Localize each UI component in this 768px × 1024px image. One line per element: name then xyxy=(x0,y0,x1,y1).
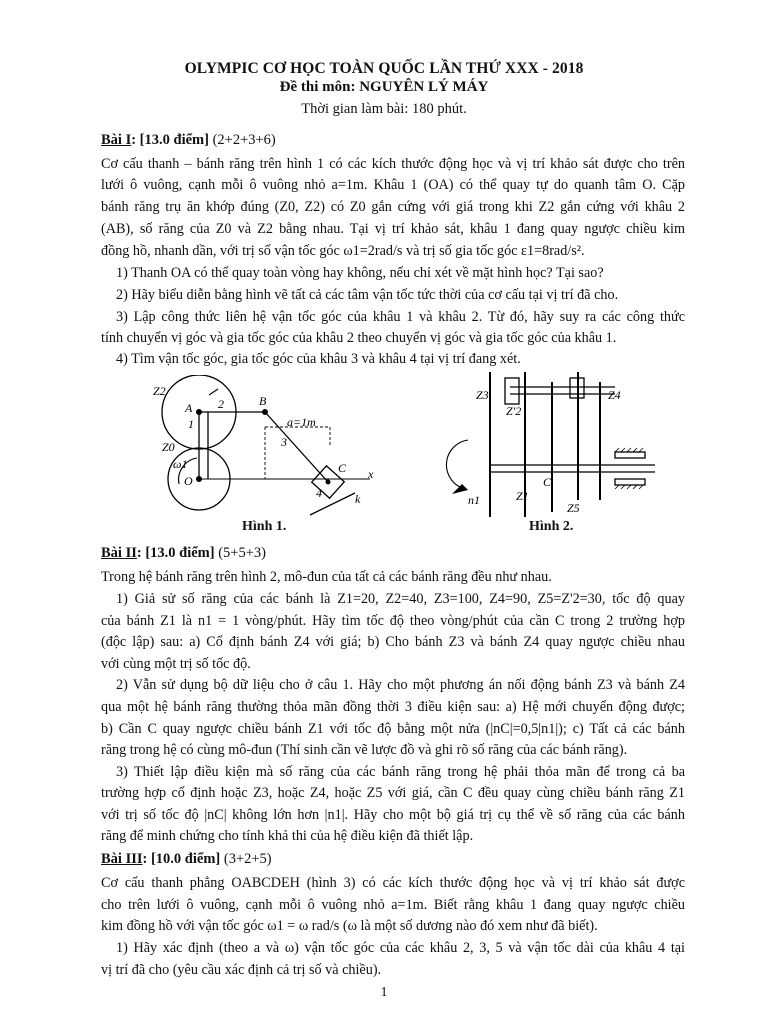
section-1-points: : [13.0 điểm] xyxy=(131,132,209,148)
section-3-points: : [10.0 điểm] xyxy=(142,851,221,867)
question-1-4: 4) Tìm vận tốc góc, gia tốc góc của khâu 3 và khâu 4 tại vị trí đang xét. xyxy=(116,351,521,367)
joint-o xyxy=(196,476,202,482)
label-3: 3 xyxy=(281,435,287,449)
exam-title: OLYMPIC CƠ HỌC TOÀN QUỐC LẦN THỨ XXX - 2018 xyxy=(184,60,584,77)
section-2-label: Bài II xyxy=(101,545,137,561)
label-4: 4 xyxy=(316,486,322,500)
section-3-line: kim đồng hồ với vận tốc góc ω1 = ω rad/s (ω là một số dương nào đó xem như đã biết). xyxy=(101,918,598,934)
label-z1: Z1 xyxy=(516,489,529,503)
section-1-line: đồng hồ, nhanh dần, với trị số vận tốc góc ω1=2rad/s và trị số gia tốc góc ε1=8rad/s². xyxy=(101,243,585,259)
label-x: x xyxy=(368,467,374,481)
question-1-3: 3) Lập công thức liên hệ vận tốc góc của khâu 1 và khâu 2. Từ đó, hãy suy ra các công thức xyxy=(116,309,685,325)
section-3-parts: (3+2+5) xyxy=(220,851,272,867)
section-3-line: Cơ cấu thanh phẳng OABCDEH (hình 3) có các kích thước động học và vị trí khảo sát được xyxy=(101,875,685,891)
label-1: 1 xyxy=(188,417,194,431)
section-2-line: của bánh Z1 là n1 = 1 vòng/phút. Hãy tìm tốc độ theo vòng/phút của cần C trong 2 trường hợp xyxy=(101,613,685,629)
label-b: B xyxy=(259,394,267,408)
joint-b xyxy=(262,409,268,415)
n1-arrowhead-icon xyxy=(452,484,468,494)
label-2: 2 xyxy=(218,397,224,411)
label-k: k xyxy=(355,492,361,506)
n1-arrow-icon xyxy=(446,440,468,487)
bearing-right-top xyxy=(615,452,645,458)
section-2-line: qua một hệ bánh răng thường thỏa mãn đồng thời 3 điều kiện sau: a) Hệ mới chuyển động được; xyxy=(101,699,685,715)
section-2-points: : [13.0 điểm] xyxy=(136,545,215,561)
section-1-line: bánh răng trụ ăn khớp đúng (Z0, Z2) có Z0 gắn cứng với giá trong khi Z2 gắn cứng với khâu 2 xyxy=(101,199,685,215)
section-1-line: Cơ cấu thanh – bánh răng trên hình 1 có các kích thước động học và vị trí khảo sát được cho trên xyxy=(101,156,685,172)
figure-2-caption: Hình 2. xyxy=(529,519,574,534)
section-2-line: trường hợp cố định hoặc Z3, hoặc Z4, hoặc Z5 với giá, cần C đều quay cùng chiều bánh răng Z1 xyxy=(101,785,685,801)
section-1-line: lưới ô vuông, cạnh mỗi ô vuông nhỏ a=1m. Khâu 1 (OA) có thể quay tự do quanh tâm O. Cặp xyxy=(101,177,685,193)
section-1-label: Bài I xyxy=(101,132,132,148)
exam-time: Thời gian làm bài: 180 phút. xyxy=(301,101,467,117)
label-c: C xyxy=(543,475,552,489)
label-a-1m: a=1m xyxy=(287,415,316,429)
section-2-line: răng trong hệ có cùng mô-đun (Thí sinh cần vẽ lược đồ và ghi rõ số răng của các bánh răng). xyxy=(101,742,628,758)
joint-c xyxy=(326,480,331,485)
section-1-line: (AB), số răng của Z0 và Z2 bằng nhau. Tại vị trí khảo sát, khâu 1 đang quay ngược chiều kim xyxy=(101,221,685,237)
question-1-1: 1) Thanh OA có thể quay toàn vòng hay không, nếu chỉ xét về mặt hình học? Tại sao? xyxy=(116,265,604,281)
section-2-line: Trong hệ bánh răng trên hình 2, mô-đun của tất cả các bánh răng đều như nhau. xyxy=(101,569,552,585)
label-z5: Z5 xyxy=(567,501,580,515)
question-1-2: 2) Hãy biểu diễn bằng hình vẽ tất cả các tâm vận tốc tức thời của cơ cấu tại vị trí đã cho. xyxy=(116,287,619,303)
question-1-3-cont: tính chuyển vị góc và gia tốc góc của khâu 2 theo chuyển vị góc và gia tốc góc của khâu 1. xyxy=(101,330,617,346)
section-2-line: với trị số tốc độ |nC| không lớn hơn |n1|. Hãy cho một bộ giá trị cụ thể về số răng của các bánh xyxy=(101,807,685,823)
joint-a xyxy=(196,409,202,415)
section-3-line: vị trí đã cho (yêu cầu xác định cả trị số và chiều). xyxy=(101,962,382,978)
section-3-line: cho trên lưới ô vuông, cạnh mỗi ô vuông nhỏ a=1m. Biết rằng khâu 1 đang quay ngược chiều xyxy=(101,897,685,913)
section-1-parts: (2+2+3+6) xyxy=(208,132,276,148)
arrow-2-icon xyxy=(209,389,218,395)
label-o: O xyxy=(184,474,193,488)
label-a: A xyxy=(185,401,193,415)
label-omega1: ω1 xyxy=(173,457,188,471)
figure-2-gear-train-diagram xyxy=(440,372,668,520)
section-3-heading xyxy=(101,851,272,868)
section-2-line: với cùng một trị số tốc độ. xyxy=(101,656,251,672)
bearing-right-bottom xyxy=(615,479,645,485)
section-2-line: răng để minh chứng cho tính khả thi của hệ điều kiện đã thiết lập. xyxy=(101,828,474,844)
question-2-2: 2) Vẫn sử dụng bộ dữ liệu cho ở câu 1. Hãy cho một phương án nối động bánh Z3 và bánh Z4 xyxy=(116,677,685,693)
figure-1-linkage-diagram xyxy=(150,375,380,520)
label-z2: Z2 xyxy=(153,384,166,398)
section-3-label: Bài III xyxy=(101,851,143,867)
exam-subject: Đề thi môn: NGUYÊN LÝ MÁY xyxy=(279,79,489,95)
section-2-heading xyxy=(101,545,266,562)
section-2-parts: (5+5+3) xyxy=(214,545,266,561)
figure-1-caption: Hình 1. xyxy=(242,519,287,534)
label-z3: Z3 xyxy=(476,388,489,402)
section-1-heading xyxy=(101,132,276,149)
label-z2-prime: Z'2 xyxy=(506,404,522,418)
label-n1: n1 xyxy=(468,493,480,507)
label-z4: Z4 xyxy=(608,388,621,402)
question-3-1: 1) Hãy xác định (theo a và ω) vận tốc góc của các khâu 2, 3, 5 và vận tốc dài của khâu 4 tại xyxy=(116,940,685,956)
section-2-line: (độc lập) sau: a) Cố định bánh Z4 với giá; b) Cho bánh Z3 và bánh Z4 quay ngược chiều nhau xyxy=(101,634,685,650)
page-number: 1 xyxy=(380,985,388,1000)
frame-hatch xyxy=(615,448,643,489)
planet-z2 xyxy=(505,378,519,404)
label-z0: Z0 xyxy=(162,440,175,454)
label-c: C xyxy=(338,461,347,475)
question-2-1: 1) Giả sử số răng của các bánh là Z1=20, Z2=40, Z3=100, Z4=90, Z5=Z'2=30, tốc độ quay xyxy=(116,591,685,607)
section-2-line: b) Cần C quay ngược chiều bánh Z1 với tốc độ bằng một nửa (|nC|=0,5|n1|); c) Tất cả các bánh xyxy=(101,721,685,737)
question-2-3: 3) Thiết lập điều kiện mà số răng của các bánh răng trong hệ phải thỏa mãn để trong cả ba xyxy=(116,764,685,780)
